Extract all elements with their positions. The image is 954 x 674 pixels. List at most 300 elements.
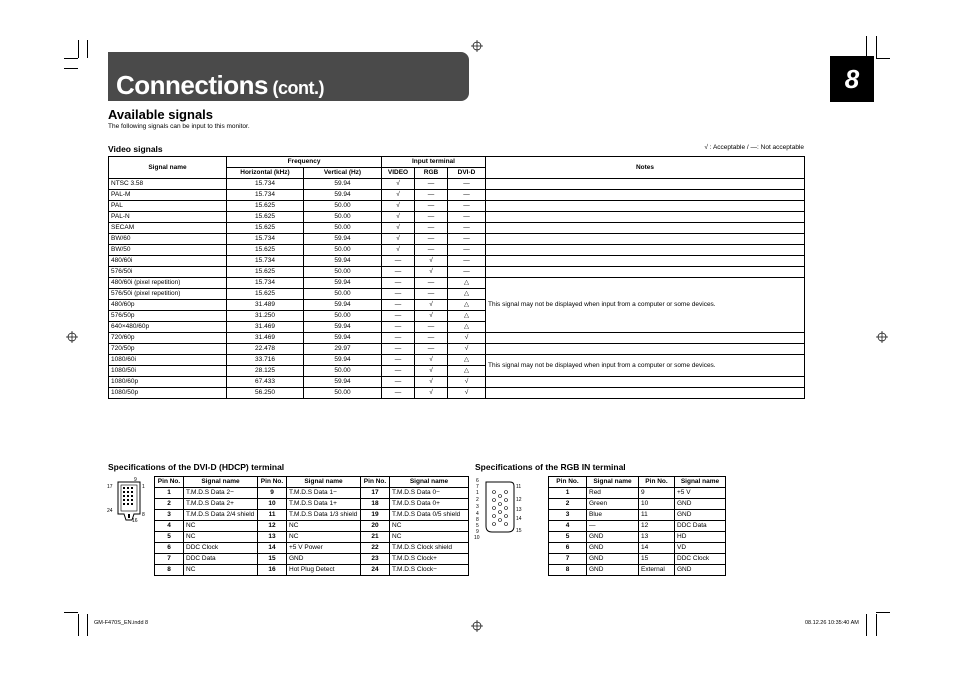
- vertical-cell: 50.00: [304, 289, 382, 300]
- pin-number-cell: 10: [639, 499, 675, 510]
- video-cell: √: [382, 245, 415, 256]
- rgb-label: 2: [476, 497, 479, 503]
- signal-name-cell: 1080/60p: [109, 377, 227, 388]
- rgb-label: 11: [516, 484, 522, 490]
- pin-number-cell: 2: [155, 499, 184, 510]
- col-signal-name: Signal name: [109, 157, 227, 179]
- table-row: [109, 355, 805, 366]
- table-row: [109, 245, 805, 256]
- pin-number-cell: 19: [361, 510, 390, 521]
- horizontal-cell: 15.625: [227, 212, 304, 223]
- signal-name-cell: T.M.D.S Clock+: [390, 554, 469, 565]
- video-cell: —: [382, 300, 415, 311]
- dvid-cell: △: [448, 322, 486, 333]
- pin-number-cell: 3: [549, 510, 587, 521]
- vertical-cell: 50.00: [304, 245, 382, 256]
- col-signal: Signal name: [587, 477, 639, 488]
- video-cell: —: [382, 311, 415, 322]
- rgb-pin-table: [548, 476, 726, 576]
- signal-name-cell: DDC Clock: [675, 554, 726, 565]
- crop-mark: [87, 614, 88, 636]
- signal-name-cell: HD: [675, 532, 726, 543]
- pin-number-cell: 15: [258, 554, 287, 565]
- col-pin: Pin No.: [639, 477, 675, 488]
- col-signal: Signal name: [184, 477, 258, 488]
- horizontal-cell: 15.734: [227, 190, 304, 201]
- horizontal-cell: 22.478: [227, 344, 304, 355]
- video-cell: —: [382, 289, 415, 300]
- note-cell: [486, 267, 805, 278]
- signal-name-cell: 480/60i: [109, 256, 227, 267]
- table-row: [109, 212, 805, 223]
- pin-number-cell: 17: [361, 488, 390, 499]
- note-cell: [486, 256, 805, 267]
- note-cell: [486, 388, 805, 399]
- col-pin: Pin No.: [258, 477, 287, 488]
- pin-number-cell: 5: [549, 532, 587, 543]
- rgb-cell: —: [415, 333, 448, 344]
- col-pin: Pin No.: [549, 477, 587, 488]
- video-cell: √: [382, 179, 415, 190]
- rgb-label: 6: [476, 478, 479, 484]
- crop-mark: [78, 614, 79, 636]
- col-video: VIDEO: [382, 168, 415, 179]
- dvid-cell: △: [448, 278, 486, 289]
- signal-name-cell: T.M.D.S Data 0−: [390, 488, 469, 499]
- dvid-cell: △: [448, 355, 486, 366]
- video-cell: —: [382, 256, 415, 267]
- table-row: [549, 510, 726, 521]
- signal-name-cell: 1080/50i: [109, 366, 227, 377]
- rgb-label: 7: [476, 484, 479, 490]
- note-cell: [486, 190, 805, 201]
- signal-name-cell: T.M.D.S Data 1/3 shield: [287, 510, 361, 521]
- pin-number-cell: 10: [258, 499, 287, 510]
- table-row: [109, 223, 805, 234]
- table-row: [109, 344, 805, 355]
- signal-name-cell: —: [587, 521, 639, 532]
- col-signal: Signal name: [287, 477, 361, 488]
- crop-mark: [876, 614, 877, 636]
- signal-name-cell: T.M.D.S Data 2−: [184, 488, 258, 499]
- signal-name-cell: T.M.D.S Data 1+: [287, 499, 361, 510]
- pin-number-cell: 18: [361, 499, 390, 510]
- horizontal-cell: 15.625: [227, 267, 304, 278]
- rgb-cell: —: [415, 234, 448, 245]
- dvid-cell: △: [448, 300, 486, 311]
- table-row: [109, 190, 805, 201]
- section-heading: Available signals: [108, 107, 214, 122]
- dvid-cell: √: [448, 388, 486, 399]
- dvi-pin-table: [154, 476, 469, 576]
- rgb-label: 10: [474, 535, 480, 540]
- horizontal-cell: 31.250: [227, 311, 304, 322]
- pin-number-cell: 16: [258, 565, 287, 576]
- signal-name-cell: GND: [587, 554, 639, 565]
- dvi-label: 1: [142, 484, 145, 490]
- video-cell: √: [382, 201, 415, 212]
- pin-number-cell: 8: [549, 565, 587, 576]
- signal-name-cell: PAL: [109, 201, 227, 212]
- rgb-label: 12: [516, 497, 522, 503]
- signal-name-cell: PAL-N: [109, 212, 227, 223]
- horizontal-cell: 28.125: [227, 366, 304, 377]
- pin-number-cell: 4: [549, 521, 587, 532]
- footer-file: GM-F470S_EN.indd 8: [94, 620, 149, 626]
- dvi-label: 8: [142, 512, 145, 518]
- signal-name-cell: NC: [184, 565, 258, 576]
- rgb-cell: —: [415, 278, 448, 289]
- pin-number-cell: 14: [258, 543, 287, 554]
- signal-name-cell: GND: [675, 510, 726, 521]
- pin-number-cell: 5: [155, 532, 184, 543]
- pin-number-cell: 12: [639, 521, 675, 532]
- page-title-bar: [108, 52, 469, 101]
- signal-name-cell: T.M.D.S Data 2+: [184, 499, 258, 510]
- registration-mark-icon: [66, 331, 78, 343]
- page-number: 8: [830, 56, 874, 102]
- signal-name-cell: NTSC 3.58: [109, 179, 227, 190]
- crop-mark: [87, 40, 88, 58]
- vertical-cell: 59.94: [304, 190, 382, 201]
- signal-name-cell: +5 V: [675, 488, 726, 499]
- dvid-cell: △: [448, 311, 486, 322]
- registration-mark-icon: [471, 40, 483, 52]
- rgb-cell: √: [415, 267, 448, 278]
- dvid-cell: —: [448, 256, 486, 267]
- pin-number-cell: 13: [258, 532, 287, 543]
- horizontal-cell: 15.734: [227, 179, 304, 190]
- signal-name-cell: GND: [587, 532, 639, 543]
- video-cell: √: [382, 234, 415, 245]
- signal-name-cell: NC: [390, 532, 469, 543]
- registration-mark-icon: [471, 620, 483, 632]
- vertical-cell: 59.94: [304, 234, 382, 245]
- pin-number-cell: 13: [639, 532, 675, 543]
- signal-name-cell: 1080/50p: [109, 388, 227, 399]
- signal-name-cell: NC: [184, 521, 258, 532]
- rgb-label: 3: [476, 504, 479, 510]
- video-cell: —: [382, 355, 415, 366]
- vertical-cell: 59.94: [304, 377, 382, 388]
- signal-name-cell: NC: [287, 532, 361, 543]
- video-cell: —: [382, 322, 415, 333]
- note-cell: [486, 212, 805, 223]
- pin-number-cell: 9: [639, 488, 675, 499]
- note-cell: [486, 377, 805, 388]
- col-frequency: Frequency: [227, 157, 382, 168]
- rgb-cell: —: [415, 179, 448, 190]
- signal-name-cell: 576/50i (pixel repetition): [109, 289, 227, 300]
- horizontal-cell: 15.734: [227, 278, 304, 289]
- rgb-label: 4: [476, 511, 479, 517]
- rgb-cell: √: [415, 300, 448, 311]
- col-vertical: Vertical (Hz): [304, 168, 382, 179]
- video-legend: √ : Acceptable / —: Not acceptable: [704, 144, 804, 151]
- dvid-cell: —: [448, 267, 486, 278]
- dvid-cell: √: [448, 333, 486, 344]
- video-cell: —: [382, 344, 415, 355]
- note-cell: [486, 223, 805, 234]
- vertical-cell: 59.94: [304, 355, 382, 366]
- rgb-cell: √: [415, 377, 448, 388]
- vertical-cell: 59.94: [304, 322, 382, 333]
- horizontal-cell: 15.625: [227, 245, 304, 256]
- signal-name-cell: 480/60p: [109, 300, 227, 311]
- col-signal: Signal name: [675, 477, 726, 488]
- signal-name-cell: DDC Clock: [184, 543, 258, 554]
- table-row: [549, 521, 726, 532]
- registration-mark-icon: [876, 331, 888, 343]
- table-row: [155, 510, 469, 521]
- table-row: [155, 521, 469, 532]
- note-cell: [486, 201, 805, 212]
- dvid-cell: √: [448, 377, 486, 388]
- signal-name-cell: BW/60: [109, 234, 227, 245]
- vertical-cell: 59.94: [304, 179, 382, 190]
- dvi-label: 16: [132, 518, 138, 524]
- col-pin: Pin No.: [361, 477, 390, 488]
- crop-mark: [866, 614, 867, 636]
- vertical-cell: 50.00: [304, 267, 382, 278]
- note-cell: This signal may not be displayed when input from a computer or some devices.: [486, 355, 805, 377]
- col-input-terminal: Input terminal: [382, 157, 486, 168]
- signal-name-cell: NC: [184, 532, 258, 543]
- crop-mark: [876, 58, 890, 59]
- video-cell: √: [382, 223, 415, 234]
- horizontal-cell: 15.625: [227, 201, 304, 212]
- pin-number-cell: 20: [361, 521, 390, 532]
- note-cell: [486, 245, 805, 256]
- dvid-cell: √: [448, 344, 486, 355]
- table-row: [109, 333, 805, 344]
- dvid-cell: △: [448, 366, 486, 377]
- signal-name-cell: T.M.D.S Data 0+: [390, 499, 469, 510]
- vertical-cell: 50.00: [304, 366, 382, 377]
- pin-number-cell: 22: [361, 543, 390, 554]
- crop-mark: [64, 612, 78, 613]
- footer-timestamp: 08.12.26 10:35:40 AM: [805, 620, 859, 626]
- signal-name-cell: GND: [587, 565, 639, 576]
- crop-mark: [866, 36, 867, 58]
- horizontal-cell: 15.734: [227, 256, 304, 267]
- rgb-cell: √: [415, 256, 448, 267]
- dvid-cell: —: [448, 223, 486, 234]
- pin-number-cell: 7: [549, 554, 587, 565]
- table-row: [155, 543, 469, 554]
- page-title: Connections (cont.): [116, 70, 324, 100]
- pin-number-cell: 21: [361, 532, 390, 543]
- col-notes: Notes: [486, 157, 805, 179]
- note-cell: [486, 344, 805, 355]
- rgb-cell: —: [415, 344, 448, 355]
- signal-name-cell: 576/50p: [109, 311, 227, 322]
- signal-name-cell: GND: [287, 554, 361, 565]
- signal-name-cell: Red: [587, 488, 639, 499]
- table-row: [549, 543, 726, 554]
- pin-number-cell: 9: [258, 488, 287, 499]
- vertical-cell: 50.00: [304, 212, 382, 223]
- signal-name-cell: SECAM: [109, 223, 227, 234]
- signal-name-cell: 720/60p: [109, 333, 227, 344]
- page-title-cont: (cont.): [267, 78, 324, 98]
- dvi-label: 24: [107, 508, 113, 514]
- dvid-cell: △: [448, 289, 486, 300]
- rgb-cell: —: [415, 190, 448, 201]
- pin-number-cell: 6: [549, 543, 587, 554]
- col-horizontal: Horizontal (kHz): [227, 168, 304, 179]
- horizontal-cell: 56.250: [227, 388, 304, 399]
- table-row: [549, 499, 726, 510]
- signal-name-cell: 576/50i: [109, 267, 227, 278]
- signal-name-cell: NC: [287, 521, 361, 532]
- pin-number-cell: 1: [155, 488, 184, 499]
- signal-name-cell: 640×480/60p: [109, 322, 227, 333]
- signal-name-cell: Hot Plug Detect: [287, 565, 361, 576]
- pin-number-cell: 1: [549, 488, 587, 499]
- table-row: [549, 554, 726, 565]
- video-cell: —: [382, 377, 415, 388]
- table-row: [109, 256, 805, 267]
- horizontal-cell: 15.625: [227, 289, 304, 300]
- table-row: [155, 488, 469, 499]
- rgb-connector-icon: [474, 474, 526, 540]
- rgb-label: 8: [476, 517, 479, 523]
- rgb-cell: —: [415, 201, 448, 212]
- pin-number-cell: 14: [639, 543, 675, 554]
- video-heading: Video signals: [108, 144, 163, 154]
- video-cell: —: [382, 278, 415, 289]
- signal-name-cell: T.M.D.S Clock−: [390, 565, 469, 576]
- dvid-cell: —: [448, 234, 486, 245]
- signal-name-cell: VD: [675, 543, 726, 554]
- pin-number-cell: 8: [155, 565, 184, 576]
- rgb-cell: —: [415, 289, 448, 300]
- pin-number-cell: 3: [155, 510, 184, 521]
- signal-name-cell: 480/60i (pixel repetition): [109, 278, 227, 289]
- horizontal-cell: 31.489: [227, 300, 304, 311]
- dvi-label: 17: [107, 484, 113, 490]
- rgb-cell: √: [415, 311, 448, 322]
- rgb-cell: √: [415, 355, 448, 366]
- dvid-cell: —: [448, 245, 486, 256]
- table-row: [109, 377, 805, 388]
- pin-number-cell: 11: [639, 510, 675, 521]
- signal-name-cell: +5 V Power: [287, 543, 361, 554]
- vertical-cell: 59.94: [304, 333, 382, 344]
- vertical-cell: 50.00: [304, 223, 382, 234]
- vertical-cell: 59.94: [304, 256, 382, 267]
- table-row: [155, 532, 469, 543]
- rgb-cell: √: [415, 366, 448, 377]
- rgb-cell: —: [415, 212, 448, 223]
- crop-mark: [64, 68, 78, 69]
- signal-name-cell: DDC Data: [675, 521, 726, 532]
- note-cell: [486, 179, 805, 190]
- col-signal: Signal name: [390, 477, 469, 488]
- rgb-label: 9: [476, 529, 479, 535]
- pin-number-cell: 15: [639, 554, 675, 565]
- table-row: [549, 532, 726, 543]
- table-row: [155, 565, 469, 576]
- rgb-heading: Specifications of the RGB IN terminal: [475, 462, 626, 472]
- rgb-label: 5: [476, 523, 479, 529]
- signal-name-cell: DDC Data: [184, 554, 258, 565]
- section-intro: The following signals can be input to this monitor.: [108, 123, 250, 130]
- video-cell: √: [382, 190, 415, 201]
- vertical-cell: 59.94: [304, 278, 382, 289]
- signal-name-cell: GND: [587, 543, 639, 554]
- pin-number-cell: 23: [361, 554, 390, 565]
- rgb-label: 14: [516, 516, 522, 522]
- video-cell: —: [382, 267, 415, 278]
- col-dvid: DVI-D: [448, 168, 486, 179]
- signal-name-cell: T.M.D.S Data 1−: [287, 488, 361, 499]
- signal-name-cell: T.M.D.S Clock shield: [390, 543, 469, 554]
- rgb-cell: —: [415, 245, 448, 256]
- pin-number-cell: 12: [258, 521, 287, 532]
- horizontal-cell: 15.625: [227, 223, 304, 234]
- col-pin: Pin No.: [155, 477, 184, 488]
- pin-number-cell: 6: [155, 543, 184, 554]
- video-cell: —: [382, 366, 415, 377]
- video-cell: —: [382, 333, 415, 344]
- vertical-cell: 29.97: [304, 344, 382, 355]
- rgb-label: 15: [516, 528, 522, 534]
- pin-number-cell: 2: [549, 499, 587, 510]
- signal-name-cell: Blue: [587, 510, 639, 521]
- video-cell: —: [382, 388, 415, 399]
- signal-name-cell: PAL-M: [109, 190, 227, 201]
- signal-name-cell: BW/50: [109, 245, 227, 256]
- note-cell: [486, 234, 805, 245]
- pin-number-cell: External: [639, 565, 675, 576]
- rgb-cell: —: [415, 223, 448, 234]
- pin-number-cell: 11: [258, 510, 287, 521]
- dvid-cell: —: [448, 201, 486, 212]
- horizontal-cell: 15.734: [227, 234, 304, 245]
- vertical-cell: 59.94: [304, 300, 382, 311]
- dvi-label: 9: [134, 477, 137, 483]
- pin-number-cell: 4: [155, 521, 184, 532]
- signal-name-cell: NC: [390, 521, 469, 532]
- signal-name-cell: Green: [587, 499, 639, 510]
- crop-mark: [64, 58, 78, 59]
- rgb-cell: √: [415, 388, 448, 399]
- pin-number-cell: 7: [155, 554, 184, 565]
- signal-name-cell: GND: [675, 565, 726, 576]
- table-row: [109, 179, 805, 190]
- table-row: [155, 554, 469, 565]
- vertical-cell: 50.00: [304, 311, 382, 322]
- rgb-cell: —: [415, 322, 448, 333]
- table-row: [549, 565, 726, 576]
- table-row: [109, 278, 805, 289]
- horizontal-cell: 67.433: [227, 377, 304, 388]
- table-row: [155, 499, 469, 510]
- table-row: [109, 267, 805, 278]
- dvid-cell: —: [448, 190, 486, 201]
- horizontal-cell: 33.716: [227, 355, 304, 366]
- crop-mark: [876, 612, 890, 613]
- dvi-heading: Specifications of the DVI-D (HDCP) terminal: [108, 462, 285, 472]
- signal-name-cell: T.M.D.S Data 2/4 shield: [184, 510, 258, 521]
- signal-name-cell: GND: [675, 499, 726, 510]
- table-row: [549, 488, 726, 499]
- video-signals-table: [108, 156, 805, 399]
- crop-mark: [78, 40, 79, 58]
- horizontal-cell: 31.469: [227, 322, 304, 333]
